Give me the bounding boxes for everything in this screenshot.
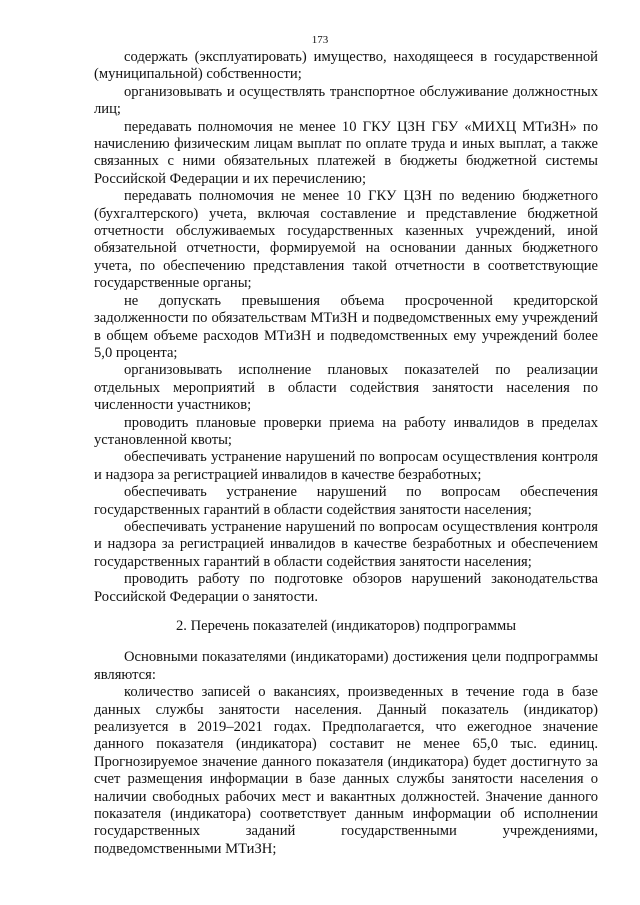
paragraph: проводить плановые проверки приема на работу инвалидов в пределах установленной квоты; bbox=[94, 414, 598, 448]
paragraph: Основными показателями (индикаторами) достижения цели подпрограммы являются: bbox=[94, 649, 598, 683]
paragraph: передавать полномочия не менее 10 ГКУ ЦЗН по ведению бюджетного (бухгалтерского) учета, включая составление и представление бюджетной отчетности обслуживаемых государственных казенных учреждений, иной обязательной отчетности, формируемой на основании данных бюджетного учета, по обеспечению представления такой отчетности в соответствующие государственные органы; bbox=[94, 188, 598, 292]
paragraph: обеспечивать устранение нарушений по вопросам осуществления контроля и надзора за регистрацией инвалидов в качестве безработных и обеспечением государственных гарантий в области содействия занятости населения; bbox=[94, 518, 598, 570]
paragraph: содержать (эксплуатировать) имущество, находящееся в государственной (муниципальной) собственности; bbox=[94, 49, 598, 83]
paragraph: обеспечивать устранение нарушений по вопросам осуществления контроля и надзора за регистрацией инвалидов в качестве безработных; bbox=[94, 449, 598, 483]
paragraph: количество записей о вакансиях, произведенных в течение года в базе данных службы занятости населения. Данный показатель (индикатор) реализуется в 2019–2021 годах. Предполагается, что ежегодное значение данного показателя (индикатора) составит не менее 65,0 тыс. единиц. Прогнозируемое значение данного показателя (индикатора) будет достигнуто за счет размещения информации в базе данных службы занятости населения о наличии свободных рабочих мест и вакантных должностей. Значение данного показателя (индикатора) соответствует данным информации об исполнении государственных заданий государственными учреждениями, подведомственными МТиЗН; bbox=[94, 684, 598, 857]
paragraph: передавать полномочия не менее 10 ГКУ ЦЗН ГБУ «МИХЦ МТиЗН» по начислению физическим лицам выплат по оплате труда и иных выплат, а также связанных с ними обязательных платежей в бюджеты бюджетной системы Российской Федерации и их перечислению; bbox=[94, 118, 598, 187]
paragraph: организовывать и осуществлять транспортное обслуживание должностных лиц; bbox=[94, 83, 598, 118]
paragraph: не допускать превышения объема просроченной кредиторской задолженности по обязательствам МТиЗН и подведомственных ему учреждений в общем объеме расходов МТиЗН и подведомственных ему учреждений более 5,0 процента; bbox=[94, 292, 598, 361]
paragraph: проводить работу по подготовке обзоров нарушений законодательства Российской Федерации о занятости. bbox=[94, 571, 598, 605]
paragraph: организовывать исполнение плановых показателей по реализации отдельных мероприятий в области содействия занятости населения по численности участников; bbox=[94, 362, 598, 414]
paragraph: обеспечивать устранение нарушений по вопросам обеспечения государственных гарантий в области содействия занятости населения; bbox=[94, 484, 598, 518]
page-number: 173 bbox=[311, 34, 329, 46]
section-heading: 2. Перечень показателей (индикаторов) подпрограммы bbox=[175, 618, 517, 634]
document-body bbox=[94, 49, 598, 858]
